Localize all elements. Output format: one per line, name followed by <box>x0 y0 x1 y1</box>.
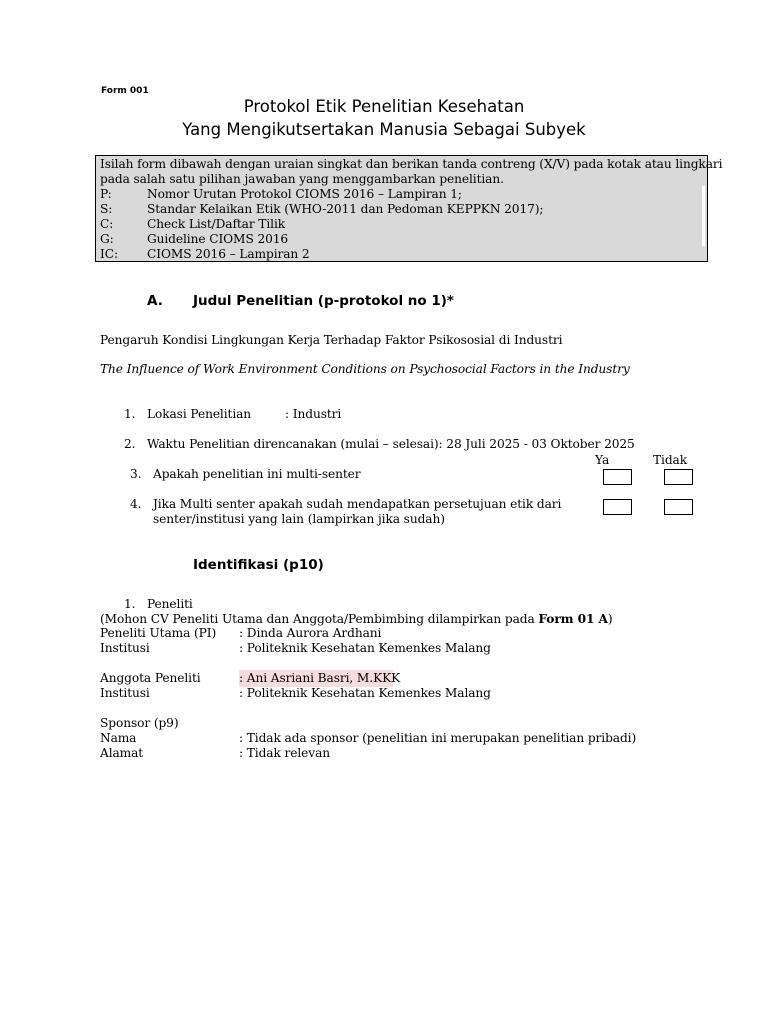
member-label: Anggota Peneliti <box>100 671 201 685</box>
legend-key-s: S: <box>100 202 113 216</box>
legend-text-c: Check List/Daftar Tilik <box>147 217 286 231</box>
legend-key-p: P: <box>100 187 112 201</box>
approval-ya-checkbox[interactable] <box>603 499 632 515</box>
identification-heading: Identifikasi (p10) <box>193 557 324 573</box>
legend-key-ic: IC: <box>100 247 118 261</box>
institution-value-2: : Politeknik Kesehatan Kemenkes Malang <box>239 686 491 700</box>
institution-label-2: Institusi <box>100 686 150 700</box>
member-value: : Ani Asriani Basri, M.KKK <box>239 671 401 685</box>
section-a-letter: A. <box>147 293 163 309</box>
legend-text-s: Standar Kelaikan Etik (WHO-2011 dan Pedoman KEPPKN 2017); <box>147 202 544 216</box>
cv-note-post: ) <box>607 612 613 626</box>
instruction-line1: Isilah form dibawah dengan uraian singkat dan berikan tanda contreng (X/V) pada kotak atau lingkari <box>100 157 723 171</box>
legend-key-c: C: <box>100 217 114 231</box>
multicenter-tidak-checkbox[interactable] <box>664 469 693 485</box>
approval-tidak-checkbox[interactable] <box>664 499 693 515</box>
location-value: : Industri <box>285 407 342 421</box>
form-number: Form 001 <box>101 86 149 96</box>
item4-number: 4. <box>130 497 142 511</box>
page-title-line2: Yang Mengikutsertakan Manusia Sebagai Subyek <box>182 120 586 139</box>
ethics-approval-question-line2: senter/institusi yang lain (lampirkan jika sudah) <box>153 512 445 526</box>
item2-number: 2. <box>124 437 136 451</box>
cv-note-pre: (Mohon CV Peneliti Utama dan Anggota/Pembimbing dilampirkan pada <box>100 612 539 626</box>
box-scrollbar-gap <box>702 186 705 246</box>
sponsor-address-label: Alamat <box>100 746 144 760</box>
column-ya-label: Ya <box>595 453 610 467</box>
item1-number: 1. <box>124 407 136 421</box>
legend-text-p: Nomor Urutan Protokol CIOMS 2016 – Lampiran 1; <box>147 187 462 201</box>
cv-note-form: Form 01 A <box>538 612 608 626</box>
institution-label-1: Institusi <box>100 641 150 655</box>
researcher-label: Peneliti <box>147 597 193 611</box>
item3-number: 3. <box>130 467 142 481</box>
column-tidak-label: Tidak <box>653 453 687 467</box>
page-title-line1: Protokol Etik Penelitian Kesehatan <box>243 97 525 116</box>
legend-key-g: G: <box>100 232 114 246</box>
institution-value-1: : Politeknik Kesehatan Kemenkes Malang <box>239 641 491 655</box>
pi-label: Peneliti Utama (PI) <box>100 626 217 640</box>
cv-note <box>100 612 613 626</box>
multicenter-ya-checkbox[interactable] <box>603 469 632 485</box>
legend-text-g: Guideline CIOMS 2016 <box>147 232 289 246</box>
location-label: Lokasi Penelitian <box>147 407 252 421</box>
sponsor-name-value: : Tidak ada sponsor (penelitian ini merupakan penelitian pribadi) <box>239 731 637 745</box>
sponsor-label: Sponsor (p9) <box>100 716 179 730</box>
legend-text-ic: CIOMS 2016 – Lampiran 2 <box>147 247 310 261</box>
instruction-line2: pada salah satu pilihan jawaban yang menggambarkan penelitian. <box>100 172 504 186</box>
research-title-id: Pengaruh Kondisi Lingkungan Kerja Terhadap Faktor Psikososial di Industri <box>100 333 563 347</box>
pi-value: : Dinda Aurora Ardhani <box>239 626 382 640</box>
sponsor-name-label: Nama <box>100 731 137 745</box>
ethics-approval-question-line1: Jika Multi senter apakah sudah mendapatkan persetujuan etik dari <box>153 497 562 511</box>
sponsor-address-value: : Tidak relevan <box>239 746 330 760</box>
section-a-heading: Judul Penelitian (p-protokol no 1)* <box>193 293 454 309</box>
researcher-number: 1. <box>124 597 136 611</box>
research-title-en: The Influence of Work Environment Conditions on Psychosocial Factors in the Industry <box>100 362 630 376</box>
multicenter-question: Apakah penelitian ini multi-senter <box>153 467 361 481</box>
research-time-text: Waktu Penelitian direncanakan (mulai – selesai): 28 Juli 2025 - 03 Oktober 2025 <box>147 437 635 451</box>
